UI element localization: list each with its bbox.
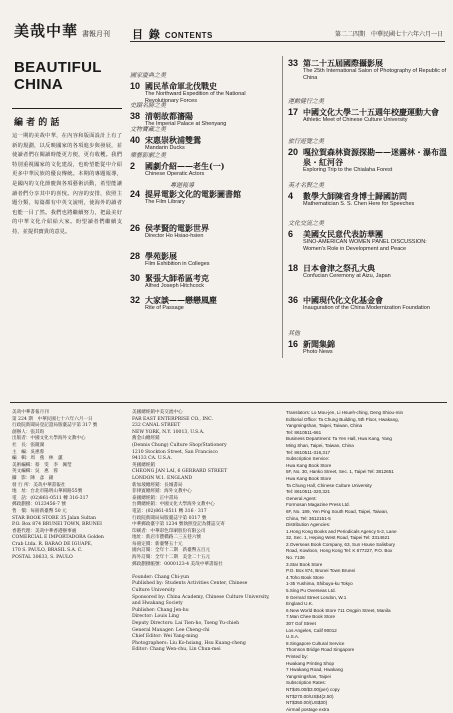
toc-page-number: 10 bbox=[130, 81, 141, 91]
toc-title-cn: 侯孝賢的電影世界 bbox=[145, 223, 209, 233]
masthead bbox=[14, 20, 124, 93]
toc-title-en: Athletic Meet of Chinese Culture University bbox=[303, 117, 408, 123]
toc-section-label: 旅行遊覽之美 bbox=[288, 138, 325, 145]
credit-line: 6.New World Book Store 711 Ongpin Street, Manila bbox=[286, 607, 391, 613]
credit-line: Founder: Chang Chi-yun bbox=[132, 574, 190, 580]
credit-line: General Manager: Lee Cheng-chi bbox=[132, 627, 210, 633]
toc-title-en: Confucian Ceremony at Aizu, Japan bbox=[303, 273, 391, 279]
toc-title-cn: 宋惠崇秋浦雙鴛 bbox=[145, 135, 201, 145]
credit-line: 編 輯：周 燕 林 蕙 bbox=[12, 456, 63, 462]
toc-title-cn: 中國現代化文化基金會 bbox=[303, 295, 383, 305]
credit-line: 中華郵政臺字第 1234 號執照登記為雜誌交寄 bbox=[132, 522, 225, 528]
credit-line: 行政院新聞局登記證局版臺誌字第 317 號 bbox=[12, 423, 98, 429]
credit-line: Distribution Agencies: bbox=[286, 522, 331, 528]
credit-line: Ming Shan, Taipei, Taiwan, China bbox=[286, 442, 354, 448]
toc-page-number: 17 bbox=[288, 107, 299, 117]
credit-line: 8.Singapore Cultural Service bbox=[286, 640, 345, 646]
credit-line: 台灣總經銷：中國文化大學海外文教中心 bbox=[132, 502, 215, 508]
credit-line bbox=[132, 568, 277, 575]
toc-subsection-label: 專題報導 bbox=[170, 182, 195, 189]
credit-line: P.O. Box 874 BRUNEI TOWN, BRUNEI bbox=[12, 522, 102, 528]
toc-title-cn: 國民革命軍北伐戰史 bbox=[145, 81, 217, 91]
credit-line: 英國總經銷 bbox=[132, 462, 155, 468]
credit-line: Los Angeles, Calif 90012 bbox=[286, 627, 337, 633]
credit-line: Editorial Office: Ta Chung Building, 5th Floor, Hwakang, bbox=[286, 416, 399, 422]
credit-line: Airmail postage extra bbox=[286, 706, 330, 712]
toc-entry bbox=[130, 251, 275, 268]
toc-page-number: 36 bbox=[288, 295, 299, 305]
credit-line: Tel: 8610511-320,321 bbox=[286, 489, 331, 495]
toc-section bbox=[288, 218, 448, 311]
credit-line: Yangmingshan, Taipei bbox=[286, 673, 331, 679]
toc-title-cn: 大家談——戀戀風塵 bbox=[145, 295, 217, 305]
toc-title-cn: 嘎拉賀森林資源探勘——迷霧林・瀑布溫泉・紅河谷 bbox=[303, 147, 447, 167]
toc-title-cn: 緊張大師希區考克 bbox=[145, 273, 209, 283]
credits-divider bbox=[10, 402, 447, 403]
contents-title-en: CONTENTS bbox=[164, 31, 213, 40]
toc-page-number: 4 bbox=[288, 191, 294, 201]
credit-line: Thomson Bridge Road Singapore bbox=[286, 647, 355, 653]
credit-line: Subscription Rates: bbox=[286, 680, 326, 686]
credit-line: Tel: 8610511-661 bbox=[286, 429, 322, 435]
credit-line: Business Department: Ta Yen Hall, Hwa Kang, Yang bbox=[286, 436, 392, 442]
toc-page-number: 32 bbox=[130, 295, 141, 305]
toc-title-en: Director Ho Hsiao-hsien bbox=[145, 233, 204, 239]
credit-line: STAR BOOK STORE 35 Jalan Sultan bbox=[12, 515, 96, 521]
toc-title-en: Inauguration of the China Modernization Foundation bbox=[303, 305, 430, 311]
toc-page-number: 30 bbox=[130, 273, 141, 283]
credit-line: Director: Louis Ling bbox=[132, 614, 179, 620]
credit-line: England U.K. bbox=[286, 601, 314, 607]
toc-entry bbox=[288, 263, 448, 280]
credit-line: 新加坡總經銷：長城書局 bbox=[132, 482, 183, 488]
credit-line: 2.Overseas Book Company, 63, Sun House Salisbury bbox=[286, 541, 395, 547]
credit-line: 7 Hwakang Road, Hwakang bbox=[286, 667, 343, 673]
toc-title-cn: 學苑影展 bbox=[145, 251, 177, 261]
credit-line: 5.Sing Pu Overseas Ltd. bbox=[286, 588, 336, 594]
credit-line: 7.Man Chee Book Store bbox=[286, 614, 336, 620]
toc-section-label: 國家慶典之美 bbox=[130, 72, 167, 79]
credit-line: Yangmingshan, Taipei, Taiwan, China bbox=[286, 423, 363, 429]
credits-english bbox=[286, 410, 448, 713]
toc-section-label: 史蹟名勝之美 bbox=[130, 102, 167, 109]
credit-line: COMERCIAL E IMPORTADORA Golden bbox=[12, 535, 104, 541]
toc-section bbox=[130, 100, 275, 127]
credit-line: NEW YORK, N.Y. 10013, U.S.A. bbox=[132, 429, 205, 435]
toc-title-cn: 第二十五屆國際攝影展 bbox=[303, 58, 383, 68]
issue-date: 第二二四期 中華民國七十六年六月一日 bbox=[334, 32, 443, 38]
credit-line: Crab Ltda. R. BARAO DE IGUAPE, bbox=[12, 541, 93, 547]
toc-title-en: Chinese Operatic Actors bbox=[145, 171, 205, 177]
credit-line: Hwa Kang Book Store bbox=[286, 475, 332, 481]
credit-line: 泰國總經銷：正中書局 bbox=[132, 495, 178, 501]
credit-line: 舊金山總經銷 bbox=[132, 436, 160, 442]
credits-distribution bbox=[132, 410, 277, 654]
credit-line: 行政院新聞局局版臺誌字第 0317 號 bbox=[132, 515, 207, 521]
credit-line: 社 長：張鏡湖 bbox=[12, 442, 45, 448]
contents-title: 目 錄 CONTENTS bbox=[132, 28, 213, 41]
toc-title-en: Rite of Passage bbox=[145, 305, 184, 311]
toc-title-en: The Northward Expedition of the National Revolutionary Forces bbox=[145, 91, 246, 104]
toc-page-number: 28 bbox=[130, 251, 141, 261]
toc-page-number: 26 bbox=[130, 223, 141, 233]
toc-section bbox=[288, 96, 448, 123]
toc-title-cn: 國劇介紹——老生(一) bbox=[145, 161, 225, 171]
column-divider bbox=[282, 56, 283, 358]
credit-line: 售 價：每冊新臺幣 50 元 bbox=[12, 508, 67, 514]
toc-section bbox=[288, 328, 448, 355]
toc-title-en: Exploring Trip to the Chialaha Forest bbox=[303, 167, 393, 173]
credit-line: General Agent: bbox=[286, 495, 317, 501]
credit-line: 英文編輯：吳 惠 蓉 bbox=[12, 469, 58, 475]
toc-title-cn: 日本會津之祭孔大典 bbox=[303, 263, 375, 273]
toc-section-label: 文物寶藏之美 bbox=[130, 126, 167, 133]
credit-line: 美國總經銷中美交流中心 bbox=[132, 410, 183, 415]
toc-title-en: Film Exhibition in Colleges bbox=[145, 261, 210, 267]
toc-title-cn: 清朝故都瀋陽 bbox=[145, 111, 193, 121]
toc-entry bbox=[288, 339, 448, 356]
credit-line: 主 編：吳惠蓉 bbox=[12, 449, 45, 455]
toc-page-number: 18 bbox=[288, 263, 299, 273]
toc-title-cn: 中國文化大學二十五週年校慶運動大會 bbox=[303, 107, 439, 117]
toc-entry bbox=[130, 182, 275, 206]
credit-line: 32, Sec. 1, Heping West Road, Taipei Tel: 3314621 bbox=[286, 535, 390, 541]
toc-entry bbox=[288, 191, 448, 208]
credit-line: 3.Star Book Store bbox=[286, 561, 323, 567]
credit-line: Hwakang Printing Shop bbox=[286, 660, 335, 666]
editor-note bbox=[12, 108, 122, 398]
toc-section bbox=[288, 136, 448, 173]
contents-header bbox=[130, 26, 445, 42]
credit-line: 出版者：中國文化大學海外文教中心 bbox=[12, 436, 86, 442]
toc-title-en: The Imperial Palace at Shenyang bbox=[145, 121, 227, 127]
toc-section-label: 樂藝影劇之美 bbox=[130, 152, 167, 159]
credit-line: U.S.A. bbox=[286, 634, 300, 640]
toc-page-number: 24 bbox=[130, 189, 141, 199]
credit-line: 地 址：台北市陽明山華岡路55號 bbox=[12, 489, 83, 495]
toc-entry bbox=[130, 223, 275, 240]
credit-line: 香港代理：美哉中華香港辦事處 bbox=[12, 528, 77, 534]
credit-line: Editor: Chang Wen-chu, Lin Chun-mei bbox=[132, 647, 221, 653]
credit-line: Printed by: bbox=[286, 653, 308, 659]
credit-line: 5F, No. 30, Hanko Street, Sec. 1, Taipei Tel: 3812651 bbox=[286, 469, 394, 475]
credit-line: 印刷者：中華彩色印刷股份有限公司 bbox=[132, 528, 206, 534]
credit-line: 國內訂閱：全年十二期 新臺幣五百元 bbox=[132, 548, 211, 554]
credit-line: 電 話：(02)861-0511 轉 316-317 bbox=[12, 495, 89, 501]
toc-page-number: 40 bbox=[130, 135, 141, 145]
toc-title-en: Photo News bbox=[303, 349, 333, 355]
credit-line: NT$350.00/(US$30) bbox=[286, 700, 328, 706]
toc-title-en: Alfred Joseph Hitchcock bbox=[145, 283, 204, 289]
credit-line: Road, Kowloon, Hong Kong Tel: K 677227, P.O. Box bbox=[286, 548, 393, 554]
credit-line: 307 Gof Street bbox=[286, 621, 316, 626]
credits-publisher-cn bbox=[12, 410, 124, 562]
credit-line: China, Tel: 3612151-5 bbox=[286, 515, 331, 521]
credit-line: and Hwakang Society bbox=[132, 601, 183, 607]
toc-page-number: 6 bbox=[288, 229, 294, 239]
credit-line: 地址：新店市寶橋路二三五巷六號 bbox=[132, 535, 201, 541]
masthead-title-en: BEAUTIFUL CHINA bbox=[14, 59, 102, 93]
credit-line: 1-35 Yushima, Shibuya-ku Tokyo bbox=[286, 581, 353, 587]
credit-line: Tel: 8610511-316,317 bbox=[286, 449, 331, 455]
masthead-title-cn: 美哉中華 書報月刊 bbox=[14, 22, 111, 40]
toc-title-cn: 提昇電影文化的電影圖書館 bbox=[145, 189, 241, 199]
credit-line: FAR EAST ENTERPRISE CO., INC. bbox=[132, 416, 213, 422]
credit-line: Formosan Magazine Press Ltd. bbox=[286, 502, 350, 508]
credit-line: Published by: Students Activities Center, Chinese bbox=[132, 581, 248, 587]
credit-line: Photographers: Liu Ko-hsiang, Hsu Kuang-cheng bbox=[132, 640, 246, 646]
credit-line: 232 CANAL STREET bbox=[132, 423, 181, 429]
credit-line: NT$45.00/$3.00(per) copy bbox=[286, 686, 340, 692]
credit-line: 每冊定價：新臺幣五十元 bbox=[132, 541, 183, 547]
toc-entry bbox=[288, 229, 448, 253]
toc-title-cn: 數學大師陳省身博士歸國訪問 bbox=[303, 191, 407, 201]
credit-line: Deputy Directors: Lai Tien-ho, Tseng Yu-chieh bbox=[132, 621, 240, 626]
credit-line: 郵政劃撥：0123456-7 號 bbox=[12, 502, 66, 508]
credit-line: 9 Gerrard Street London, W.1 bbox=[286, 594, 347, 600]
toc-title-en: Mathematician S. S. Chen Here for Speeches bbox=[303, 201, 415, 207]
toc-title-en: SINO-AMERICAN WOMEN PANEL DISCUSSION: Women's Role in Development and Peace bbox=[303, 239, 427, 252]
credit-line: 菲律賓總經銷：海外文教中心 bbox=[132, 489, 192, 495]
credit-line: 創辦人：張其昀 bbox=[12, 429, 45, 435]
credit-line: 攝 影：陳 彥 錦 bbox=[12, 475, 54, 481]
toc-page-number: 16 bbox=[288, 339, 299, 349]
toc-section-label: 其他 bbox=[288, 330, 301, 337]
toc-section bbox=[130, 150, 275, 311]
toc-entry bbox=[130, 161, 275, 178]
credit-line: 美術編輯：蔡 雯 李 佩瑩 bbox=[12, 462, 72, 468]
credit-line: LONDON W.1. ENGLAND bbox=[132, 475, 193, 481]
credit-line: Sponsored by: China Academy, Chinese Culture University, bbox=[132, 594, 270, 600]
credit-line: Hwa Kang Book Store bbox=[286, 462, 332, 468]
credit-line: 170 S. PAULO, BRASIL S.A. C. bbox=[12, 548, 83, 554]
credit-line: NT$270.00/US$4(2.50) bbox=[286, 693, 334, 699]
editor-note-body: 這一期的美哉中華，在內容和版面設計上有了新的規劃，以反映國家的各項進步與發展，並使讀者們在閱讀時能更方便，更有收穫。我們特別重視國家的文化建設，也盼望能從中介紹更多中華民族的優良傳統。本期的專題報導，是國內的文化節慶與各項藝術活動，希望能讓讀者們分享其中的喜悅。內容的安排，依照主題分類，每篇都有中英文說明，使海外的讀者也能一目了然。我們也將繼續努力，把最美好的中華文化介紹給大家。盼望讀者們繼續支持，並提供寶貴的意見。 bbox=[12, 133, 122, 235]
credit-line: Culture University bbox=[132, 588, 176, 594]
credit-line: P.O. Box 874, Brunei Town Brunei bbox=[286, 568, 356, 574]
credit-line: 1.Hong Kong Books and Periodicals Agency 5-2, Lane bbox=[286, 528, 397, 534]
credit-line: 94133 CA. U.S.A. bbox=[132, 456, 172, 462]
credit-line: 6F, No. 189, Yen Ping South Road, Taipei, Taiwan, bbox=[286, 508, 389, 514]
masthead-subtitle-cn: 書報月刊 bbox=[82, 30, 111, 38]
credit-line: 4.Toho Book Store bbox=[286, 574, 324, 580]
toc-entry bbox=[130, 295, 275, 312]
credit-line: Publisher: Chang Jen-hu bbox=[132, 607, 189, 613]
credit-line: Subscription Service: bbox=[286, 456, 330, 462]
credit-line: POSTAL 30633, S. PAULO bbox=[12, 555, 73, 561]
credit-line: 發 行 所：美哉中華書報社 bbox=[12, 482, 66, 488]
credit-line: 海外訂閱：全年十二期 美金二十五元 bbox=[132, 555, 211, 561]
toc-title-en: The Film Library bbox=[145, 199, 185, 205]
credit-line: 第 224 期 中華民國七十六年六月一日 bbox=[12, 416, 93, 422]
toc-section-label: 英才名賢之美 bbox=[288, 182, 325, 189]
toc-title-cn: 美國女民意代表訪華團 bbox=[303, 229, 383, 239]
credit-line: 1210 Stockton Street, San Francisco bbox=[132, 449, 218, 455]
toc-page-number: 20 bbox=[288, 147, 299, 157]
credit-line: CHEONG JAN LAI, 6 GERRARD STREET bbox=[132, 469, 228, 475]
toc-title-en: Mandarin Ducks bbox=[145, 145, 185, 151]
credit-line: Ta Chung Hall, Chinese Culture University bbox=[286, 482, 372, 488]
toc-page-number: 38 bbox=[130, 111, 141, 121]
toc-section bbox=[288, 180, 448, 207]
toc-section-label: 文化交流之美 bbox=[288, 220, 325, 227]
toc-title-en: The 25th International Salon of Photography of Republic of China bbox=[303, 68, 447, 81]
toc-entry bbox=[130, 273, 275, 290]
toc-entry bbox=[288, 107, 448, 124]
toc-section-label: 運動健行之美 bbox=[288, 98, 325, 105]
toc-page-number: 33 bbox=[288, 58, 299, 68]
toc-page-number: 2 bbox=[130, 161, 136, 171]
toc-entry bbox=[288, 295, 448, 312]
toc-section bbox=[130, 124, 275, 151]
credit-line: 電話：(02)861-0511 轉 316 · 317 bbox=[132, 508, 207, 514]
editor-note-title: 編 者 的 話 bbox=[14, 118, 60, 128]
credit-line: No. 7136 bbox=[286, 555, 305, 561]
credit-line: Translators: Lo Mou-jen, Li Hsueh-ching, Deng Shiou-min bbox=[286, 410, 404, 415]
toc-entry bbox=[288, 58, 448, 82]
toc-title-cn: 新聞集錦 bbox=[303, 339, 335, 349]
credit-line: (Dennis Chung) Culture Shop/Stationery bbox=[132, 442, 227, 448]
credit-line: Chief Editor: Wei Yang-ming bbox=[132, 634, 198, 640]
toc-section bbox=[130, 70, 275, 104]
toc-entry bbox=[288, 147, 448, 174]
credit-line: 郵政劃撥帳號：0000123-4 美哉中華書報社 bbox=[132, 561, 223, 567]
credit-line: 美哉中華書報月刊 bbox=[12, 410, 49, 415]
